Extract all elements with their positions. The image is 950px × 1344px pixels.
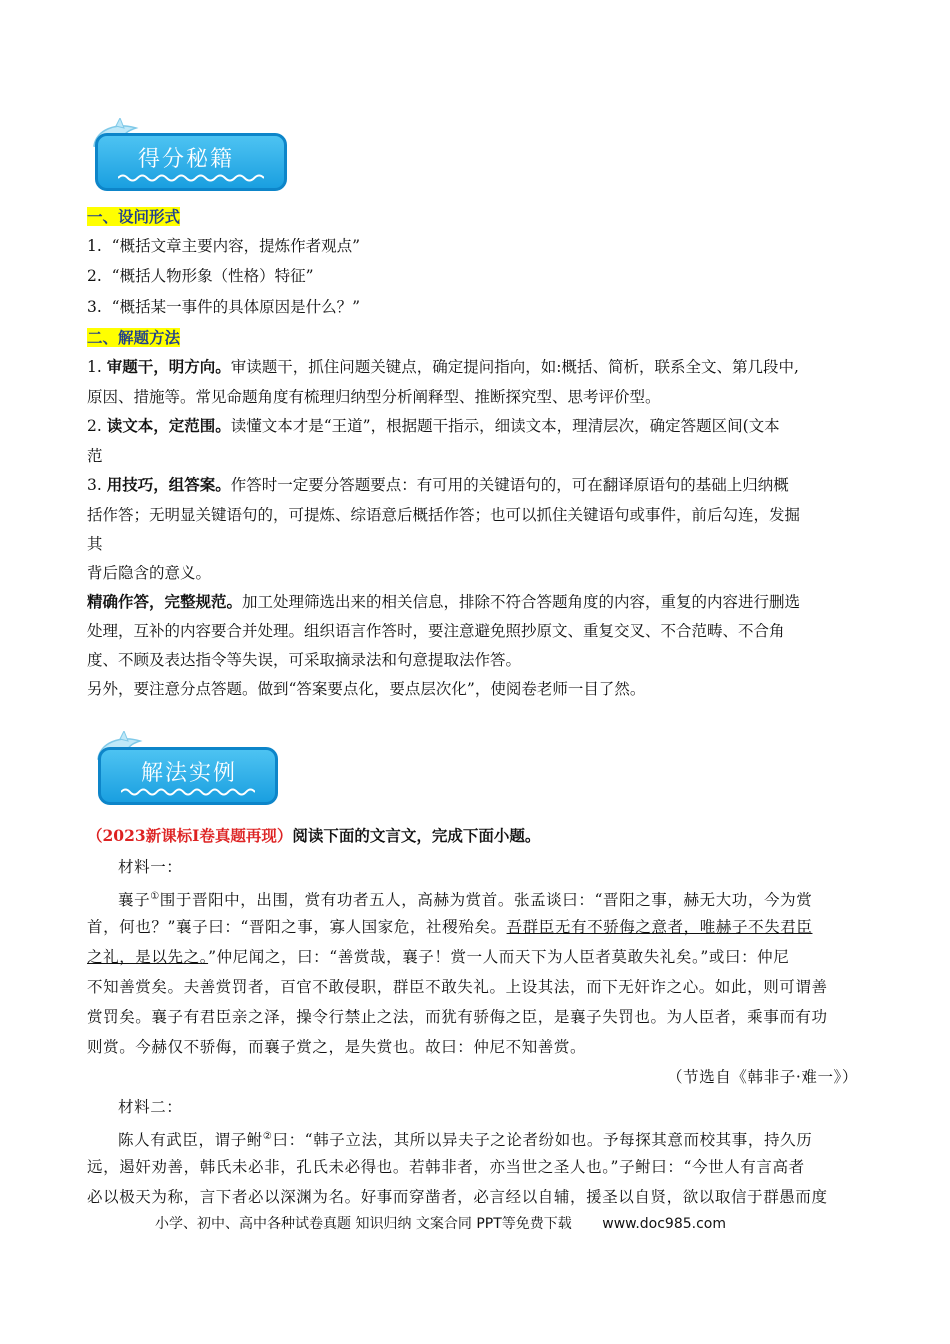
list-item: 2. “概括人物形象（性格）特征” <box>87 267 314 285</box>
wave-decoration <box>121 787 255 797</box>
footer-url[interactable]: www.doc985.com <box>602 1216 726 1232</box>
material-2-line: 必以极天为称，言下者必以深渊为名。好事而穿凿者，必言经以自辅，援圣以自贤，欲以取信于群愚而度 <box>87 1188 828 1206</box>
section-banner-examples <box>98 747 278 805</box>
part2-heading: 二、解题方法 <box>87 328 181 347</box>
method-3-cont: 其 <box>87 535 103 553</box>
material-1-line: 不知善赏矣。夫善赏罚者，百官不敢侵职，群臣不敢失礼。上设其法，而下无奸诈之心。如此，则可谓善 <box>87 978 828 996</box>
method-3: 3. 用技巧，组答案。作答时一定要分答题要点：有可用的关键语句的，可在翻译原语句的基础上归纳概 <box>87 475 789 494</box>
list-item: 1. “概括文章主要内容，提炼作者观点” <box>87 237 360 255</box>
method-3-cont: 背后隐含的意义。 <box>87 564 212 582</box>
method-4-cont: 处理，互补的内容要合并处理。组织语言作答时，要注意避免照抄原文、重复交叉、不合范畴、不合角 <box>87 622 785 640</box>
material-1-line: 襄子①围于晋阳中，出围，赏有功者五人，高赫为赏首。张孟谈曰：“晋阳之事，赫无大功，今为赏 <box>118 891 813 910</box>
method-1-cont: 原因、措施等。常见命题角度有梳理归纳型分析阐释型、推断探究型、思考评价型。 <box>87 388 661 406</box>
part1-heading: 一、设问形式 <box>87 207 181 226</box>
material-1-line: 首，何也？”襄子曰：“晋阳之事，寡人国家危，社稷殆矣。吾群臣无有不骄侮之意者，唯赫子不失君臣 <box>87 918 813 936</box>
example-intro: （2023新课标Ⅰ卷真题再现）阅读下面的文言文，完成下面小题。 <box>87 826 541 845</box>
material-1-line: 赏罚矣。襄子有君臣亲之泽，操令行禁止之法，而犹有骄侮之臣，是襄子失罚也。为人臣者，乘事而有功 <box>87 1008 828 1026</box>
method-1: 1. 审题干，明方向。审读题干，抓住问题关键点，确定提问指向，如:概括、简析，联系全文、第几段中, <box>87 357 799 376</box>
method-4-cont: 度、不顾及表达指令等失误，可采取摘录法和句意提取法作答。 <box>87 651 522 669</box>
material-2-line: 远，遏奸劝善，韩氏未必非，孔氏未必得也。若韩非者，亦当世之圣人也。”子鲋曰：“今世人有言高者 <box>87 1158 805 1176</box>
method-2-cont: 范 <box>87 447 103 465</box>
material-1-line: 之礼，是以先之。”仲尼闻之，曰：“善赏哉，襄子！赏一人而天下为人臣者莫敢失礼矣。”或曰：仲尼 <box>87 948 790 966</box>
section-title: 解法实例 <box>141 761 238 786</box>
section-title: 得分秘籍 <box>138 147 235 172</box>
material-1-source: （节选自《韩非子·难一》） <box>667 1068 858 1086</box>
method-3-cont: 括作答；无明显关键语句的，可提炼、综语意后概括作答；也可以抓住关键语句或事件，前后勾连，发掘 <box>87 506 801 524</box>
method-4: 精确作答，完整规范。加工处理筛选出来的相关信息，排除不符合答题角度的内容，重复的内容进行删选 <box>87 592 801 611</box>
material-2-label: 材料二： <box>118 1098 183 1116</box>
material-1-label: 材料一： <box>118 858 183 876</box>
method-5: 另外，要注意分点答题。做到“答案要点化，要点层次化”，使阅卷老师一目了然。 <box>87 680 646 698</box>
list-item: 3. “概括某一事件的具体原因是什么？” <box>87 298 360 316</box>
section-banner-scoring-tips <box>95 133 287 191</box>
material-1-line: 则赏。今赫仅不骄侮，而襄子赏之，是失赏也。故曰：仲尼不知善赏。 <box>87 1038 587 1056</box>
material-2-line: 陈人有武臣，谓子鲋②曰：“韩子立法，其所以异夫子之论者纷如也。予每探其意而校其事，持久历 <box>118 1131 813 1150</box>
wave-decoration <box>118 173 264 183</box>
page-footer: 小学、初中、高中各种试卷真题 知识归纳 文案合同 PPT等免费下载 www.doc985.com <box>155 1216 726 1232</box>
method-2: 2. 读文本，定范围。读懂文本才是“王道”，根据题干指示，细读文本，理清层次，确定答题区间(文本 <box>87 416 780 435</box>
